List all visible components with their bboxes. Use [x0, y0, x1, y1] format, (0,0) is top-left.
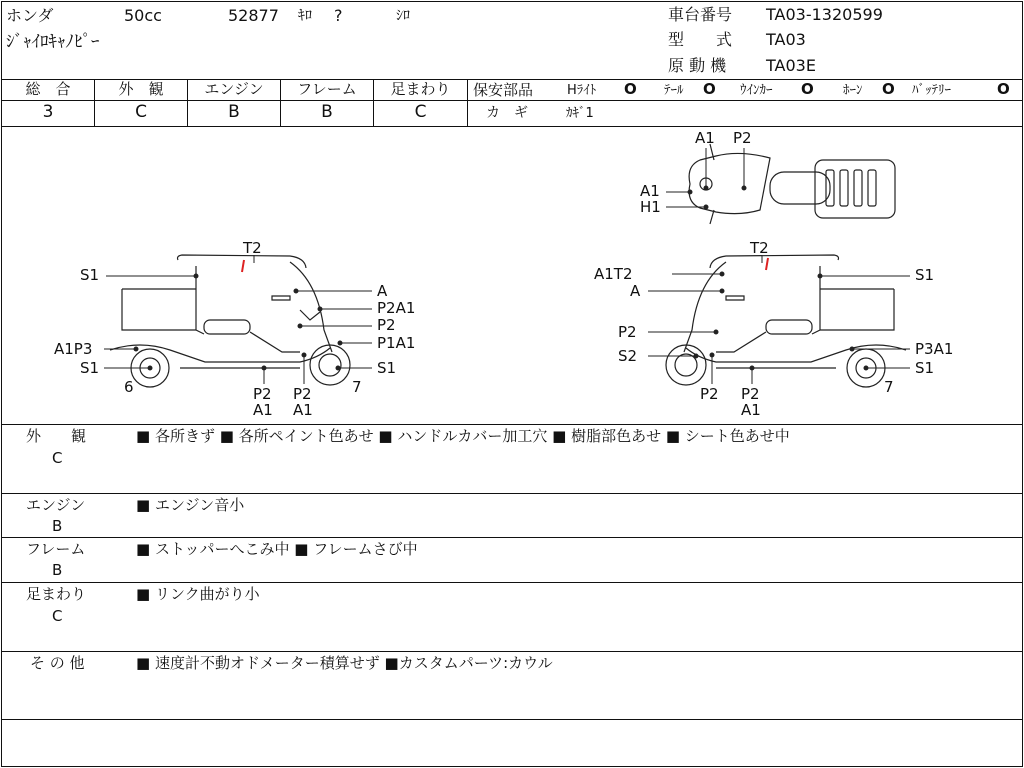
- notes-divider: [1, 651, 1022, 652]
- notes-divider: [1, 493, 1022, 494]
- diagram-left-label: A1P3: [54, 340, 93, 358]
- diagram-right-label: P2: [741, 385, 760, 403]
- engine-value: TA03E: [766, 56, 816, 75]
- safety-label: 保安部品: [473, 81, 534, 99]
- grade-value-engine: B: [228, 102, 240, 122]
- diagram-left-label: S1: [80, 359, 100, 377]
- diagram-top-label: A1: [640, 182, 660, 200]
- grade-value-frame: B: [321, 102, 333, 122]
- safety-mark-headlight: O: [624, 80, 637, 98]
- scooter-diagram: [0, 127, 1024, 423]
- diagram-right-label: T2: [750, 239, 769, 257]
- diagram-left-label: P2: [377, 316, 396, 334]
- note-text-engine: ■ エンジン音小: [136, 496, 245, 514]
- type-label: 型 式: [668, 30, 733, 49]
- notes-divider: [1, 582, 1022, 583]
- model-name: ｼﾞｬｲﾛｷｬﾉﾋﾟｰ: [6, 32, 100, 52]
- safety-mid-line: [467, 100, 1022, 101]
- frame-no-label: 車台番号: [668, 5, 733, 24]
- color: ｼﾛ: [396, 8, 410, 24]
- diagram-right-label: P2: [618, 323, 637, 341]
- note-label-exterior: 外 観: [26, 427, 87, 445]
- grade-label-exterior: 外 観: [118, 80, 164, 98]
- grade-value-overall: 3: [42, 102, 54, 122]
- mileage: 52877: [228, 6, 279, 25]
- grade-label-frame: フレーム: [297, 80, 357, 98]
- diagram-top-label: H1: [640, 198, 661, 216]
- diagram-right-label: A1T2: [594, 265, 633, 283]
- diagram-left-label: S1: [377, 359, 397, 377]
- diagram-left-label: 7: [352, 378, 362, 396]
- safety-item-headlight: Hﾗｲﾄ: [567, 83, 597, 98]
- diagram-left-label: T2: [243, 239, 262, 257]
- safety-mark-tail: O: [703, 80, 716, 98]
- diagram-top-label: A1: [695, 129, 715, 147]
- diagram-right-label: 7: [884, 378, 894, 396]
- note-text-frame: ■ ストッパーへこみ中 ■ フレームさび中: [136, 540, 418, 558]
- notes-divider: [1, 537, 1022, 538]
- diagram-top-label: P2: [733, 129, 752, 147]
- note-label-suspension: 足まわり: [26, 585, 87, 603]
- type-value: TA03: [766, 30, 806, 49]
- engine-label: 原 動 機: [668, 56, 727, 75]
- note-grade-frame: B: [52, 561, 63, 579]
- safety-item-horn: ﾎｰﾝ: [843, 83, 863, 98]
- diagram-left-label: 6: [124, 378, 134, 396]
- grade-value-suspension: C: [414, 102, 427, 122]
- grade-label-engine: エンジン: [204, 80, 264, 98]
- key-label: カ ギ: [486, 105, 528, 121]
- note-grade-suspension: C: [52, 607, 63, 625]
- diagram-right-label: A1: [741, 401, 761, 419]
- displacement: 50cc: [124, 6, 162, 25]
- note-label-other: そ の 他: [30, 654, 85, 672]
- note-text-exterior: ■ 各所きず ■ 各所ペイント色あせ ■ ハンドルカバー加工穴 ■ 樹脂部色あせ ■ シート色あせ中: [136, 427, 790, 445]
- note-text-suspension: ■ リンク曲がり小: [136, 585, 260, 603]
- frame-no: TA03-1320599: [766, 5, 883, 24]
- safety-item-winker: ｳｲﾝｶｰ: [740, 83, 773, 98]
- diagram-right-label: P2: [700, 385, 719, 403]
- safety-mark-horn: O: [882, 80, 895, 98]
- diagram-left-label: S1: [80, 266, 100, 284]
- diagram-left-label: P2: [293, 385, 312, 403]
- grade-mid-line: [1, 100, 467, 101]
- mileage-note: ?: [334, 6, 343, 25]
- diagram-left-label: P2A1: [377, 299, 416, 317]
- safety-mark-battery: O: [997, 80, 1010, 98]
- diagram-left-label: P1A1: [377, 334, 416, 352]
- maker: ホンダ: [6, 6, 54, 25]
- note-grade-exterior: C: [52, 449, 63, 467]
- grade-label-suspension: 足まわり: [390, 80, 451, 98]
- notes-bottom-line: [1, 719, 1022, 720]
- note-text-other: ■ 速度計不動オドメーター積算せず ■カスタムパーツ:カウル: [136, 654, 553, 672]
- notes-top-line: [1, 424, 1022, 425]
- diagram-left-label: A1: [293, 401, 313, 419]
- note-grade-engine: B: [52, 517, 63, 535]
- diagram-left-label: A: [377, 282, 388, 300]
- safety-item-battery: ﾊﾞｯﾃﾘｰ: [912, 83, 951, 98]
- safety-item-tail: ﾃｰﾙ: [664, 83, 684, 98]
- safety-mark-winker: O: [801, 80, 814, 98]
- grade-value-exterior: C: [135, 102, 147, 122]
- key-value: ｶｷﾞ1: [566, 106, 594, 121]
- mileage-unit: ｷﾛ: [298, 8, 312, 24]
- diagram-right-label: S1: [915, 359, 935, 377]
- diagram-left-label: A1: [253, 401, 273, 419]
- diagram-right-label: S2: [618, 347, 638, 365]
- diagram-right-label: P3A1: [915, 340, 954, 358]
- diagram-left-label: P2: [253, 385, 272, 403]
- diagram-right-label: A: [630, 282, 641, 300]
- note-label-frame: フレーム: [26, 540, 86, 558]
- grade-divider: [467, 79, 468, 126]
- grade-label-overall: 総 合: [25, 80, 71, 98]
- diagram-right-label: S1: [915, 266, 935, 284]
- note-label-engine: エンジン: [26, 496, 86, 514]
